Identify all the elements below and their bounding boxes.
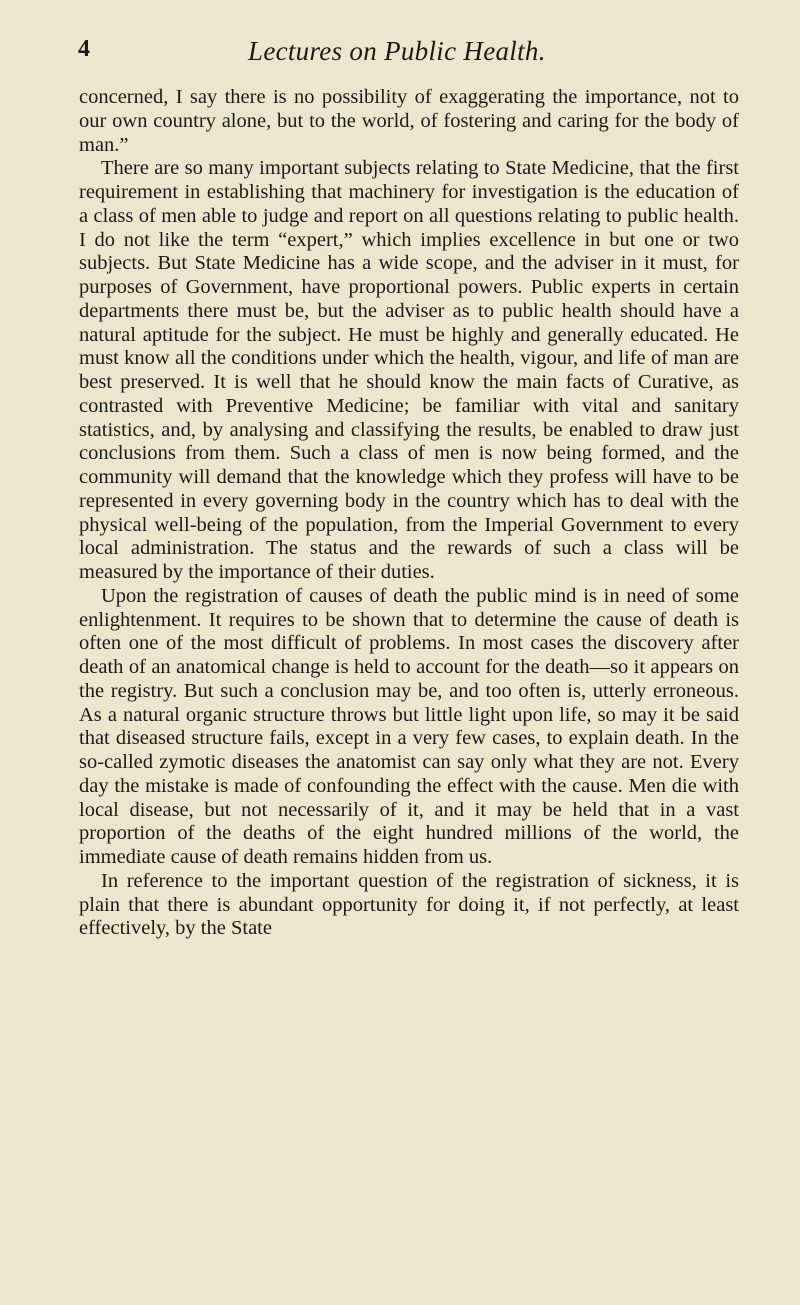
running-title: Lectures on Public Health. (248, 36, 546, 66)
page-number: 4 (78, 36, 90, 62)
paragraph-continued: concerned, I say there is no possibility of exaggerating the importance, not to our own country alone, but to the world, of fostering and caring for the body of man.” (79, 86, 739, 156)
paragraph: There are so many important subjects relating to State Medicine, that the first requirement in establishing that machinery for investigation is the education of a class of men able to judge and report on all questions relating to public health. I do not like the term “expert,” which implies excellence in but one or two subjects. But State Medicine has a wide scope, and the adviser in it must, for purposes of Government, have proportional powers. Public experts in certain departments there must be, but the adviser as to public health should have a natural aptitude for the subject. He must be highly and generally educated. He must know all the conditions under which the health, vigour, and life of man are best preserved. It is well that he should know the main facts of Curative, as contrasted with Preventive Medicine; be familiar with vital and sanitary statistics, and, by analysing and classifying the results, be enabled to draw just conclusions from them. Such a class of men is now being formed, and the community will demand that the knowledge which they profess will have to be represented in every governing body in the country which has to deal with the physical well-being of the population, from the Imperial Government to every local administration. The status and the rewards of such a class will be measured by the importance of their duties. (79, 157, 739, 583)
paragraph: Upon the registration of causes of death the public mind is in need of some enlightenment. It requires to be shown that to determine the cause of death is often one of the most difficult of problems. In most cases the discovery after death of an anatomical change is held to account for the death—so it appears on the registry. But such a conclusion may be, and too often is, utterly erroneous. As a natural organic structure throws but little light upon life, so may it be said that diseased structure fails, except in a very few cases, to explain death. In the so-called zymotic diseases the anatomist can say only what they are not. Every day the mistake is made of confounding the effect with the cause. Men die with local disease, but not necessarily of it, and it may be held that in a vast proportion of the deaths of the eight hundred millions of the world, the immediate cause of death remains hidden from us. (79, 584, 739, 868)
body-text (79, 86, 739, 941)
running-head (78, 36, 738, 76)
paragraph: In reference to the important question of the registration of sickness, it is plain that there is abundant opportunity for doing it, if not perfectly, at least effectively, by the State (79, 869, 739, 940)
